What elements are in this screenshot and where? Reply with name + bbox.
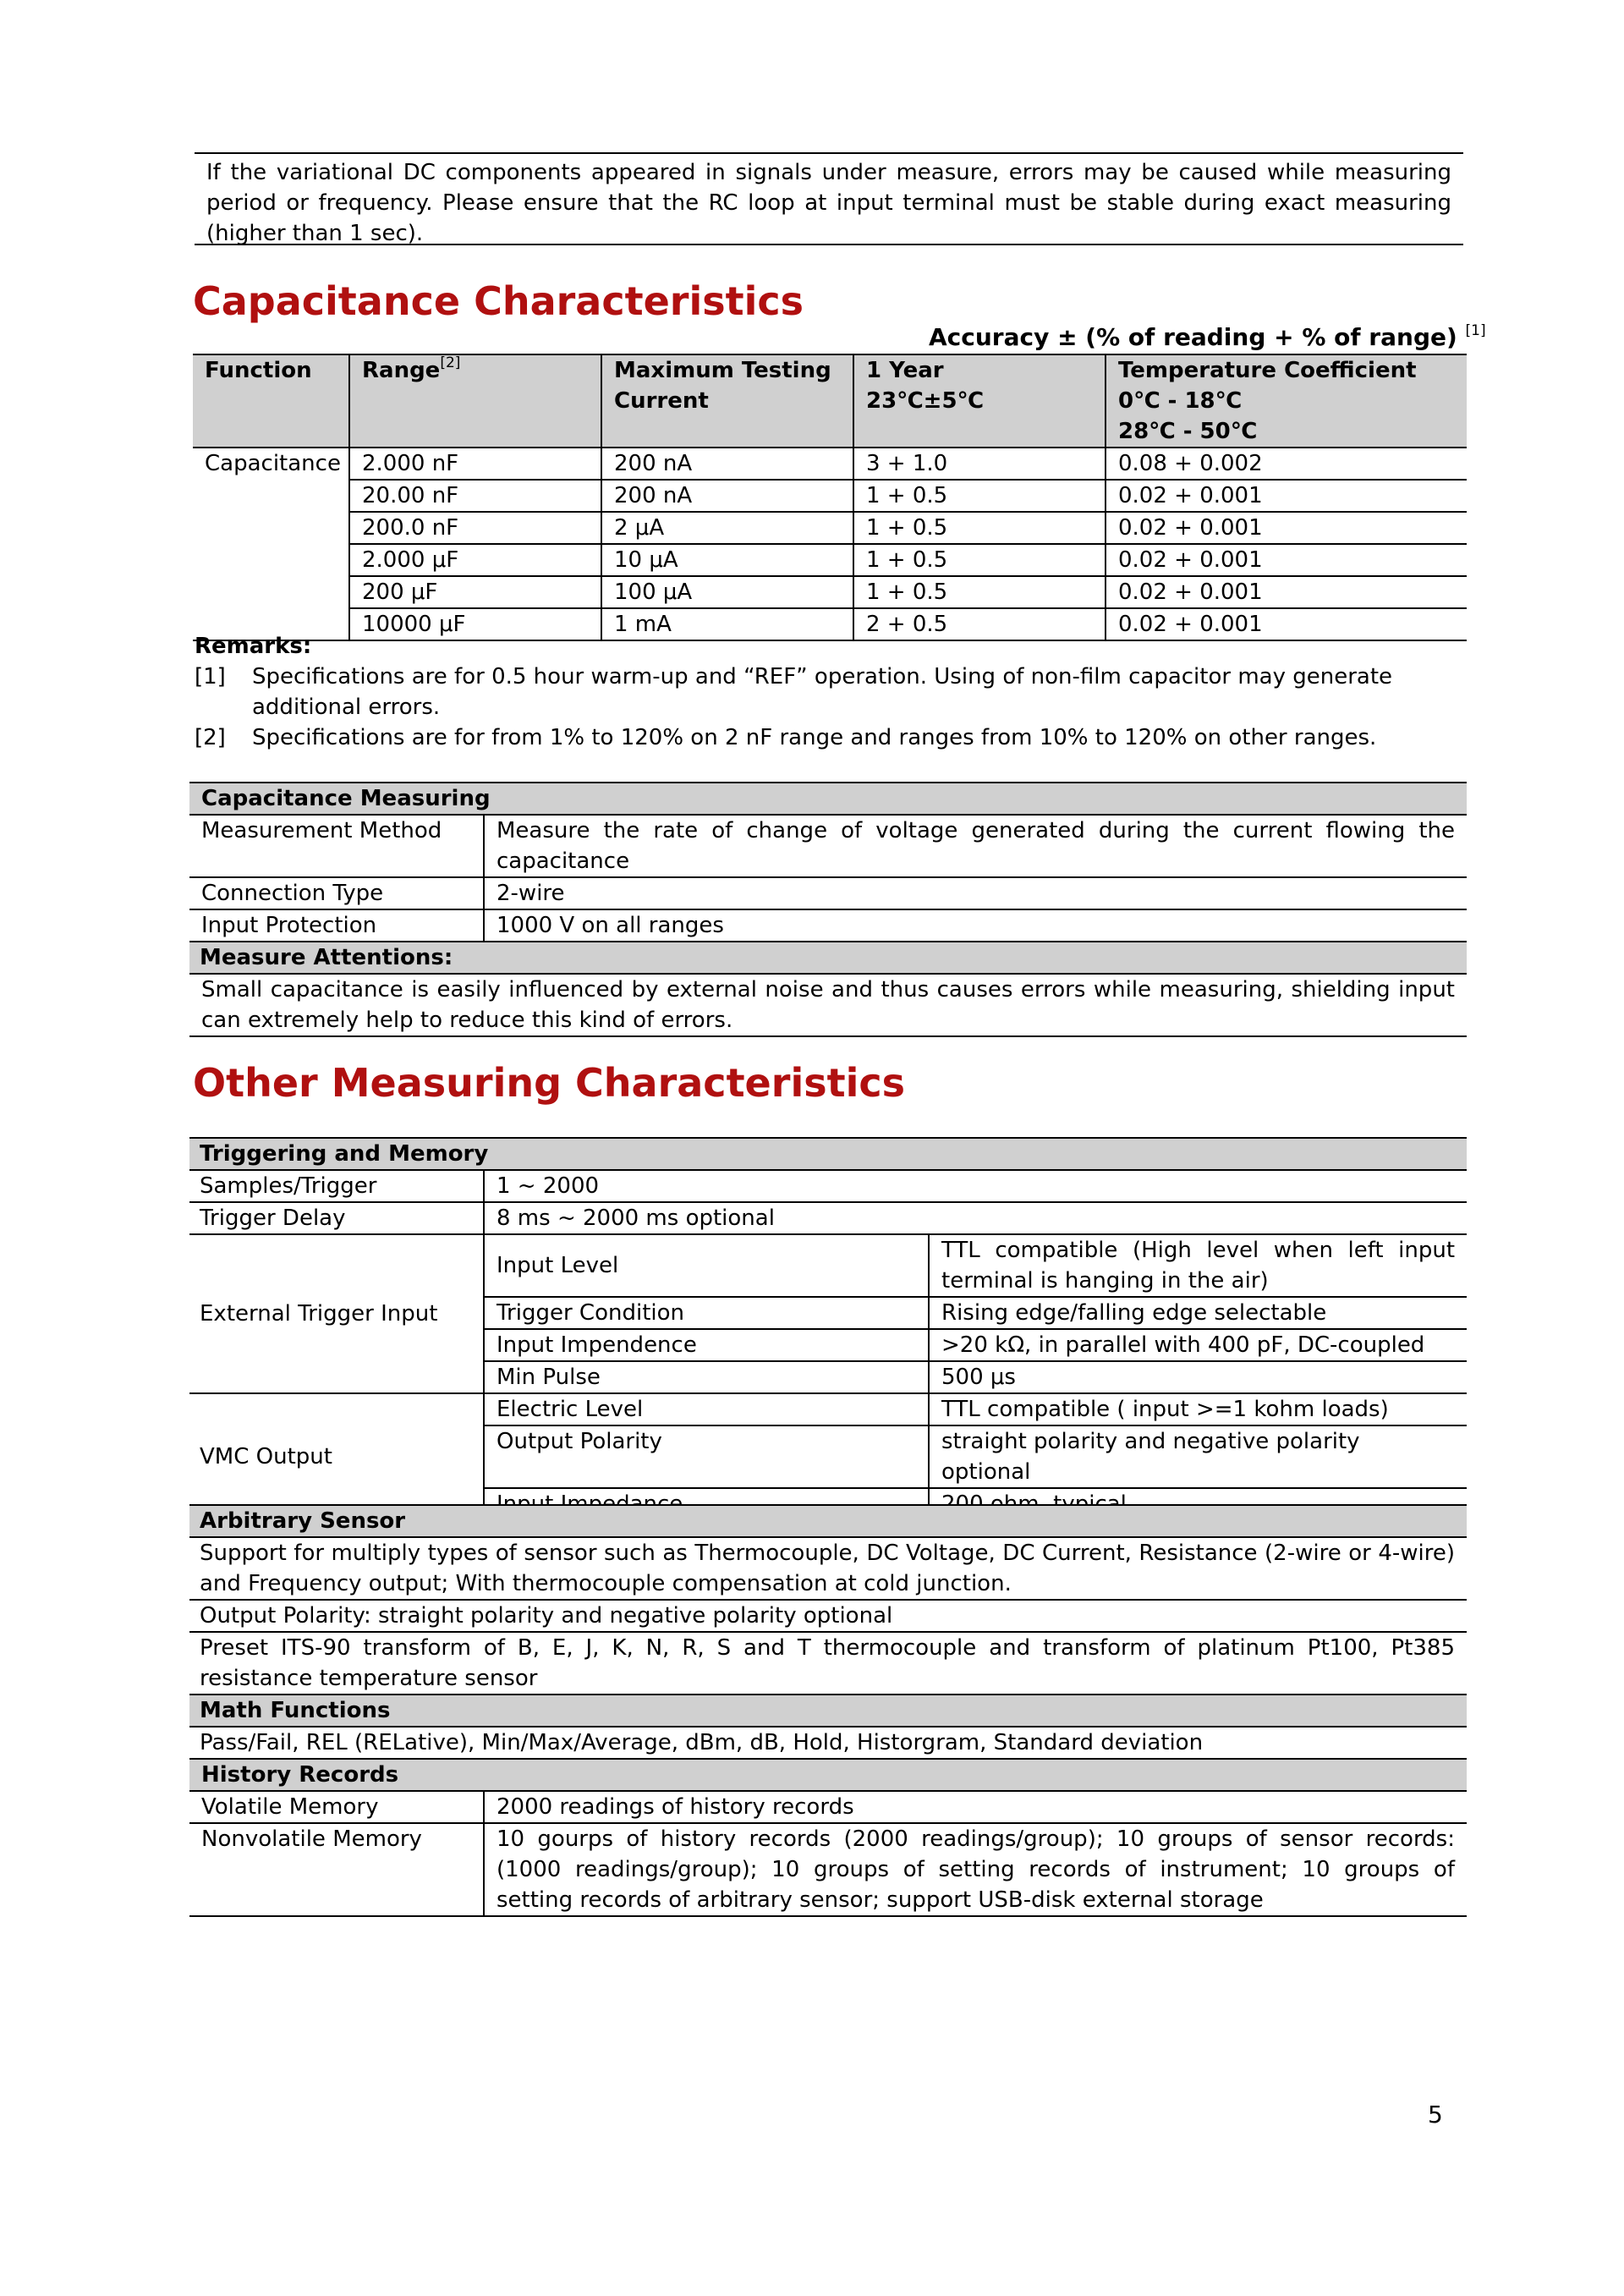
year-cell: 1 + 0.5 bbox=[853, 576, 1106, 608]
year-cell: 3 + 1.0 bbox=[853, 448, 1106, 480]
table-row bbox=[193, 448, 1467, 480]
trigger-title: Triggering and Memory bbox=[189, 1138, 1467, 1170]
output-polarity-value: straight polarity and negative polarity optional bbox=[929, 1425, 1467, 1488]
electric-level-label: Electric Level bbox=[484, 1393, 929, 1425]
input-protection-label: Input Protection bbox=[189, 909, 484, 942]
remark-text: Specifications are for from 1% to 120% on 2 nF range and ranges from 10% to 120% on other ranges. bbox=[252, 725, 1377, 750]
nonvolatile-memory-value: 10 gourps of history records (2000 readings/group); 10 groups of sensor records: (1000 readings/group); 10 groups of setting records of instrument; 10 groups of setting records of arbitrary sensor; support USB-disk external storage bbox=[484, 1823, 1467, 1916]
table-row bbox=[193, 576, 1467, 608]
capacitance-header-row bbox=[193, 354, 1467, 448]
table-row bbox=[189, 974, 1467, 1036]
electric-level-value: TTL compatible ( input >=1 kohm loads) bbox=[929, 1393, 1467, 1425]
year-cell: 1 + 0.5 bbox=[853, 512, 1106, 544]
capacitance-measuring-table bbox=[189, 782, 1467, 1037]
header-temp-coefficient: Temperature Coefficient 0℃ - 18℃ 28℃ - 50℃ bbox=[1106, 354, 1467, 448]
measurement-method-label: Measurement Method bbox=[189, 815, 484, 877]
nonvolatile-memory-label: Nonvolatile Memory bbox=[189, 1823, 484, 1916]
trigger-condition-value: Rising edge/falling edge selectable bbox=[929, 1297, 1467, 1329]
accuracy-caption-text: Accuracy ± (% of reading + % of range) bbox=[929, 323, 1457, 351]
sensor-preset-text: Preset ITS-90 transform of B, E, J, K, N, R, S and T thermocouple and transform of platinum Pt100, Pt385 resistance temperature sensor bbox=[189, 1632, 1467, 1695]
header-range: Range[2] bbox=[349, 354, 601, 448]
range-cell: 2.000 nF bbox=[349, 448, 601, 480]
year-cell: 1 + 0.5 bbox=[853, 544, 1106, 576]
sensor-polarity-text: Output Polarity: straight polarity and negative polarity optional bbox=[189, 1600, 1467, 1632]
temp-cell: 0.02 + 0.001 bbox=[1106, 480, 1467, 512]
triggering-memory-table bbox=[189, 1137, 1467, 1521]
section-header-row bbox=[189, 1695, 1467, 1727]
volatile-memory-value: 2000 readings of history records bbox=[484, 1791, 1467, 1823]
cap-measuring-title: Capacitance Measuring bbox=[189, 783, 1467, 815]
intro-note-text: If the variational DC components appeared in signals under measure, errors may be caused while measuring period or frequency. Please ensure that the RC loop at input terminal must be stable during exact measuring (higher than 1 sec). bbox=[206, 160, 1451, 246]
min-pulse-label: Min Pulse bbox=[484, 1361, 929, 1393]
header-current: Maximum Testing Current bbox=[601, 354, 853, 448]
arbitrary-sensor-table bbox=[189, 1504, 1467, 1917]
input-level-label: Input Level bbox=[484, 1234, 929, 1297]
remarks bbox=[195, 631, 1463, 753]
samples-label: Samples/Trigger bbox=[189, 1170, 484, 1202]
range-cell: 10000 μF bbox=[349, 608, 601, 640]
samples-value: 1 ~ 2000 bbox=[484, 1170, 1467, 1202]
accuracy-caption bbox=[929, 321, 1486, 354]
remarks-title: Remarks: bbox=[195, 634, 312, 659]
temp-cell: 0.02 + 0.001 bbox=[1106, 544, 1467, 576]
delay-value: 8 ms ~ 2000 ms optional bbox=[484, 1202, 1467, 1234]
connection-type-label: Connection Type bbox=[189, 877, 484, 909]
table-row bbox=[189, 1170, 1467, 1202]
section-header-row bbox=[189, 1138, 1467, 1170]
table-row bbox=[193, 512, 1467, 544]
sensor-support-text: Support for multiply types of sensor such as Thermocouple, DC Voltage, DC Current, Resistance (2-wire or 4-wire) and Frequency output; With thermocouple compensation at cold junction. bbox=[189, 1537, 1467, 1600]
measurement-method-value: Measure the rate of change of voltage generated during the current flowing the capacitance bbox=[484, 815, 1467, 877]
header-function: Function bbox=[193, 354, 349, 448]
range-cell: 200 μF bbox=[349, 576, 601, 608]
current-cell: 10 μA bbox=[601, 544, 853, 576]
volatile-memory-label: Volatile Memory bbox=[189, 1791, 484, 1823]
measure-attentions-text: Small capacitance is easily influenced by external noise and thus causes errors while measuring, shielding input can extremely help to reduce this kind of errors. bbox=[189, 974, 1467, 1036]
other-measuring-heading: Other Measuring Characteristics bbox=[193, 1060, 905, 1106]
math-functions-text: Pass/Fail, REL (RELative), Min/Max/Average, dBm, dB, Hold, Historgram, Standard deviation bbox=[189, 1727, 1467, 1759]
range-cell: 200.0 nF bbox=[349, 512, 601, 544]
remark-number: [1] bbox=[195, 664, 226, 689]
input-impendence-value: >20 kΩ, in parallel with 400 pF, DC-coupled bbox=[929, 1329, 1467, 1361]
current-cell: 100 μA bbox=[601, 576, 853, 608]
capacitance-table bbox=[193, 354, 1467, 641]
table-row bbox=[189, 1537, 1467, 1600]
table-row bbox=[189, 815, 1467, 877]
temp-cell: 0.02 + 0.001 bbox=[1106, 576, 1467, 608]
section-header-row bbox=[189, 1759, 1467, 1791]
current-cell: 200 nA bbox=[601, 448, 853, 480]
table-row bbox=[189, 1632, 1467, 1695]
temp-cell: 0.08 + 0.002 bbox=[1106, 448, 1467, 480]
range-cell: 2.000 μF bbox=[349, 544, 601, 576]
remark-item bbox=[195, 722, 1463, 753]
table-row bbox=[189, 877, 1467, 909]
section-header-row bbox=[189, 942, 1467, 974]
capacitance-heading: Capacitance Characteristics bbox=[193, 278, 804, 324]
table-row bbox=[189, 1823, 1467, 1916]
current-cell: 2 μA bbox=[601, 512, 853, 544]
section-header-row bbox=[189, 783, 1467, 815]
input-level-value: TTL compatible (High level when left input terminal is hanging in the air) bbox=[929, 1234, 1467, 1297]
output-polarity-label: Output Polarity bbox=[484, 1425, 929, 1488]
input-protection-value: 1000 V on all ranges bbox=[484, 909, 1467, 942]
connection-type-value: 2-wire bbox=[484, 877, 1467, 909]
section-header-row bbox=[189, 1505, 1467, 1537]
intro-note bbox=[195, 152, 1463, 245]
accuracy-caption-ref: [1] bbox=[1465, 322, 1486, 339]
function-cell: Capacitance bbox=[193, 448, 349, 640]
remark-text: Specifications are for 0.5 hour warm-up and “REF” operation. Using of non-film capacitor may generate additional errors. bbox=[252, 664, 1393, 720]
table-row bbox=[189, 1234, 1467, 1297]
external-trigger-label: External Trigger Input bbox=[189, 1234, 484, 1393]
input-impedance-label: Input Impedance bbox=[484, 1488, 929, 1520]
temp-cell: 0.02 + 0.001 bbox=[1106, 512, 1467, 544]
table-row bbox=[189, 1727, 1467, 1759]
header-year: 1 Year 23℃±5℃ bbox=[853, 354, 1106, 448]
table-row bbox=[189, 1202, 1467, 1234]
current-cell: 200 nA bbox=[601, 480, 853, 512]
table-row bbox=[189, 1600, 1467, 1632]
delay-label: Trigger Delay bbox=[189, 1202, 484, 1234]
remark-number: [2] bbox=[195, 725, 226, 750]
year-cell: 2 + 0.5 bbox=[853, 608, 1106, 640]
min-pulse-value: 500 μs bbox=[929, 1361, 1467, 1393]
page-number: 5 bbox=[1428, 2101, 1443, 2128]
table-row bbox=[189, 1791, 1467, 1823]
input-impendence-label: Input Impendence bbox=[484, 1329, 929, 1361]
input-impedance-value: 200 ohm, typical bbox=[929, 1488, 1467, 1520]
history-records-title: History Records bbox=[189, 1759, 1467, 1791]
vmc-output-label: VMC Output bbox=[189, 1393, 484, 1520]
range-cell: 20.00 nF bbox=[349, 480, 601, 512]
table-row bbox=[193, 544, 1467, 576]
table-row bbox=[189, 1393, 1467, 1425]
table-row bbox=[193, 480, 1467, 512]
sensor-title: Arbitrary Sensor bbox=[189, 1505, 1467, 1537]
current-cell: 1 mA bbox=[601, 608, 853, 640]
temp-cell: 0.02 + 0.001 bbox=[1106, 608, 1467, 640]
math-functions-title: Math Functions bbox=[189, 1695, 1467, 1727]
trigger-condition-label: Trigger Condition bbox=[484, 1297, 929, 1329]
remark-item bbox=[195, 662, 1463, 722]
table-row bbox=[189, 909, 1467, 942]
year-cell: 1 + 0.5 bbox=[853, 480, 1106, 512]
measure-attentions-title: Measure Attentions: bbox=[189, 942, 1467, 974]
